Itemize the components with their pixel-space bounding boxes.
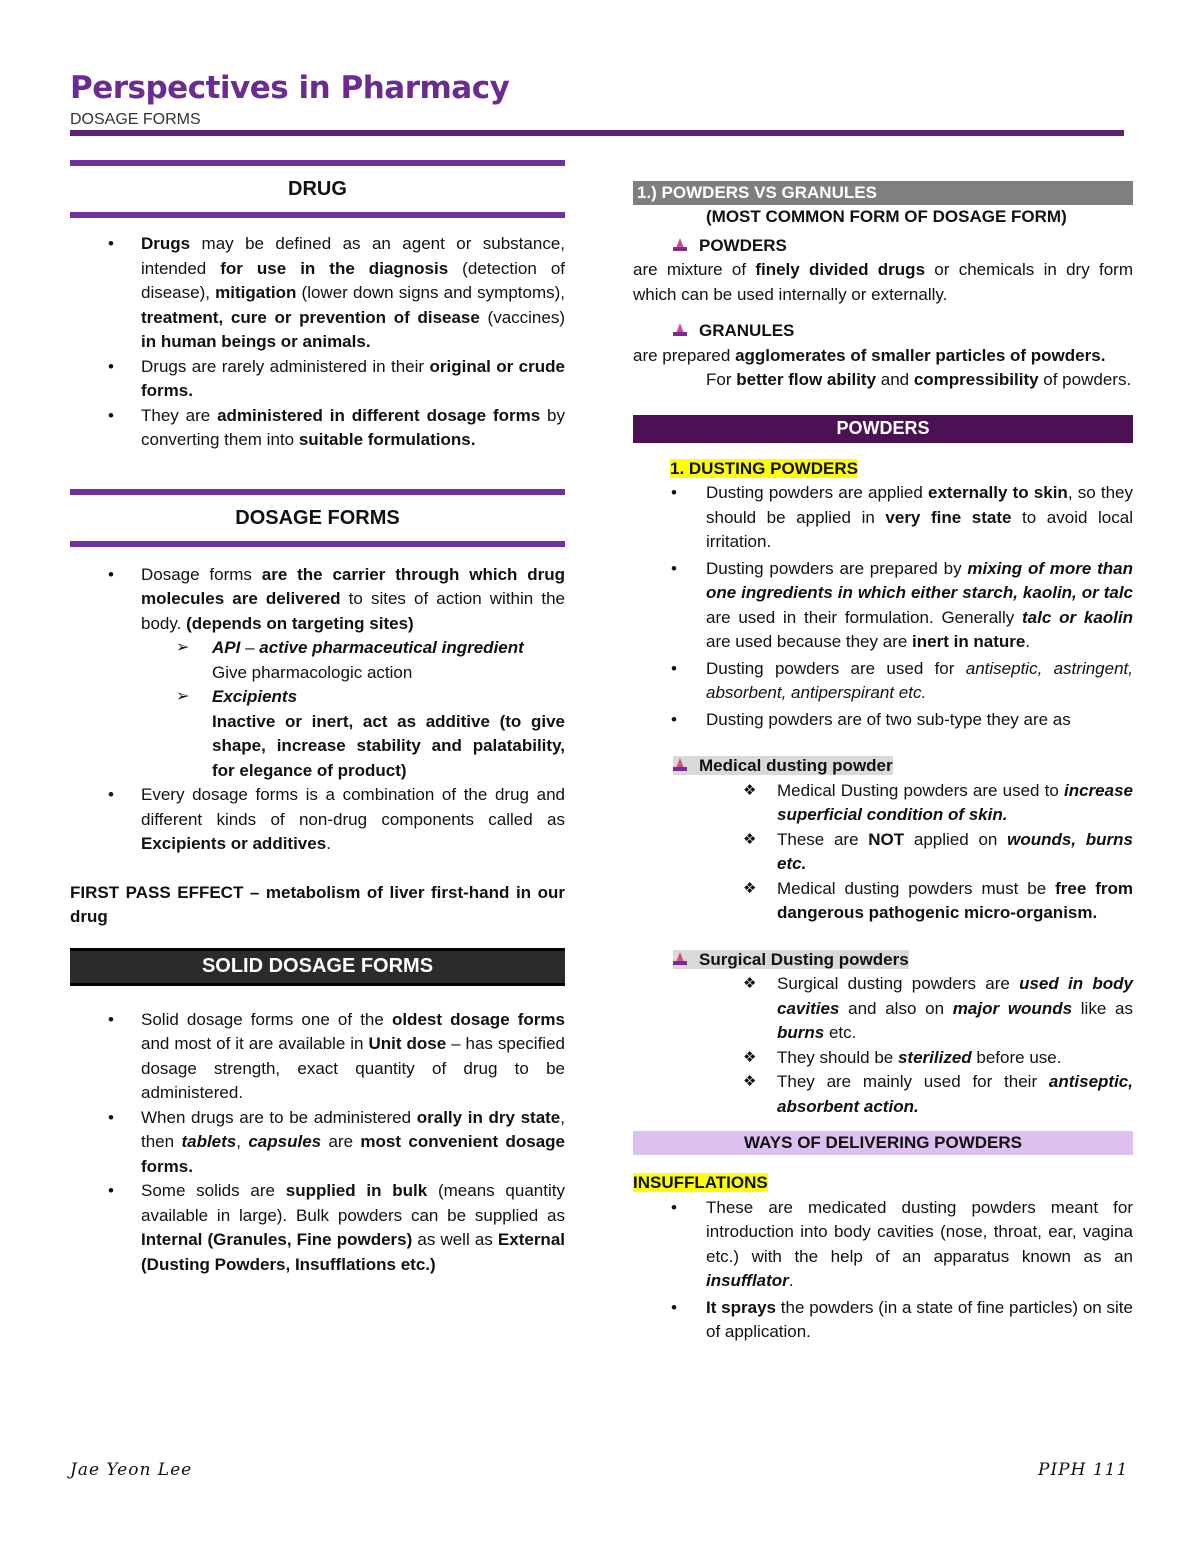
- insufflations-bullet-2: • It sprays the powders (in a state of fine particles) on site of application.: [633, 1296, 1133, 1345]
- document-title: Perspectives in Pharmacy: [70, 70, 510, 106]
- powders-definition: are mixture of finely divided drugs or chemicals in dry form which can be used internally or externally.: [633, 260, 1133, 304]
- medical-dusting-heading: Medical dusting powder: [633, 754, 1133, 779]
- excipients-description: Inactive or inert, act as additive (to give shape, increase stability and palatability, for elegance of product): [212, 711, 565, 780]
- granules-definition: are prepared agglomerates of smaller particles of powders.: [633, 345, 1106, 365]
- powders-vs-granules-section: [633, 181, 1133, 393]
- arrow-bullet-icon: [673, 323, 687, 337]
- insufflations-heading: INSUFFLATIONS: [633, 1173, 768, 1192]
- api-item: ➢ API – active pharmaceutical ingredient: [70, 636, 565, 661]
- dosage-forms-heading: DOSAGE FORMS: [235, 506, 400, 529]
- solid-dosage-heading: SOLID DOSAGE FORMS: [70, 948, 565, 986]
- header-divider: [70, 130, 1124, 136]
- footer-author: Jae Yeon Lee: [70, 1460, 193, 1480]
- medical-item-2: ❖ These are NOT applied on wounds, burns etc.: [633, 828, 1133, 877]
- dosage-forms-section: [70, 489, 565, 930]
- dosage-bullet-1: • Dosage forms are the carrier through which drug molecules are delivered to sites of action within the body. (depends on targeting sites): [70, 563, 565, 637]
- granules-purpose: For better flow ability and compressibility of powders.: [706, 370, 1132, 389]
- dusting-bullet-4: • Dusting powders are of two sub-type they are as: [633, 708, 1133, 733]
- arrow-bullet-icon: [673, 952, 687, 966]
- medical-item-3: ❖ Medical dusting powders must be free from dangerous pathogenic micro-organism.: [633, 877, 1133, 926]
- right-column: [633, 181, 1133, 1345]
- arrow-bullet-icon: [673, 238, 687, 252]
- insufflations-bullet-1: • These are medicated dusting powders meant for introduction into body cavities (nose, throat, ear, vagina etc.) with the help of an apparatus known as an insufflator.: [633, 1196, 1133, 1294]
- arrow-bullet-icon: [673, 758, 687, 772]
- drug-bullet-1: • Drugs may be defined as an agent or substance, intended for use in the diagnosis (detection of disease), mitigation (lower down signs and symptoms), treatment, cure or prevention of disease (vaccines) in human beings or animals.: [70, 232, 565, 355]
- powders-section: [633, 415, 1133, 1120]
- drug-section: [70, 160, 565, 453]
- powders-subheading: POWDERS: [633, 234, 1133, 259]
- dosage-bullet-2: • Every dosage forms is a combination of the drug and different kinds of non-drug components called as Excipients or additives.: [70, 783, 565, 857]
- solid-bullet-1: • Solid dosage forms one of the oldest dosage forms and most of it are available in Unit dose – has specified dosage strength, exact quantity of drug to be administered.: [70, 1008, 565, 1106]
- dusting-powders-heading: 1. DUSTING POWDERS: [670, 458, 858, 478]
- granules-subheading: GRANULES: [633, 319, 1133, 344]
- dusting-bullet-3: • Dusting powders are used for antiseptic, astringent, absorbent, antiperspirant etc.: [633, 657, 1133, 706]
- left-column: [70, 160, 565, 1277]
- api-description: Give pharmacologic action: [212, 662, 413, 682]
- excipients-item: ➢ Excipients: [70, 685, 565, 710]
- surgical-item-1: ❖ Surgical dusting powders are used in body cavities and also on major wounds like as burns etc.: [633, 972, 1133, 1046]
- medical-item-1: ❖ Medical Dusting powders are used to increase superficial condition of skin.: [633, 779, 1133, 828]
- footer-course-code: PIPH 111: [1038, 1460, 1129, 1480]
- dusting-bullet-1: • Dusting powders are applied externally to skin, so they should be applied in very fine state to avoid local irritation.: [633, 481, 1133, 555]
- ways-of-delivering-band: WAYS OF DELIVERING POWDERS: [633, 1131, 1133, 1155]
- ways-of-delivering-section: [633, 1131, 1133, 1345]
- solid-bullet-3: • Some solids are supplied in bulk (means quantity available in large). Bulk powders can be supplied as Internal (Granules, Fine powders) as well as External (Dusting Powders, Insufflations etc.): [70, 1179, 565, 1277]
- drug-heading: DRUG: [288, 178, 347, 200]
- document-subtitle: DOSAGE FORMS: [70, 111, 201, 128]
- surgical-item-3: ❖ They are mainly used for their antiseptic, absorbent action.: [633, 1070, 1133, 1119]
- solid-dosage-section: [70, 948, 565, 1278]
- first-pass-effect-note: FIRST PASS EFFECT – metabolism of liver first-hand in our drug: [70, 882, 565, 926]
- most-common-note: (MOST COMMON FORM OF DOSAGE FORM): [706, 207, 1067, 226]
- dusting-bullet-2: • Dusting powders are prepared by mixing of more than one ingredients in which either starch, kaolin, or talc are used in their formulation. Generally talc or kaolin are used because they are inert in nature.: [633, 557, 1133, 655]
- drug-bullet-2: • Drugs are rarely administered in their original or crude forms.: [70, 355, 565, 404]
- powders-vs-granules-band: 1.) POWDERS VS GRANULES: [633, 181, 1133, 205]
- powders-band: POWDERS: [633, 415, 1133, 443]
- solid-bullet-2: • When drugs are to be administered orally in dry state, then tablets, capsules are most convenient dosage forms.: [70, 1106, 565, 1180]
- surgical-dusting-heading: Surgical Dusting powders: [633, 948, 1133, 973]
- surgical-item-2: ❖ They should be sterilized before use.: [633, 1046, 1133, 1071]
- drug-bullet-3: • They are administered in different dosage forms by converting them into suitable formulations.: [70, 404, 565, 453]
